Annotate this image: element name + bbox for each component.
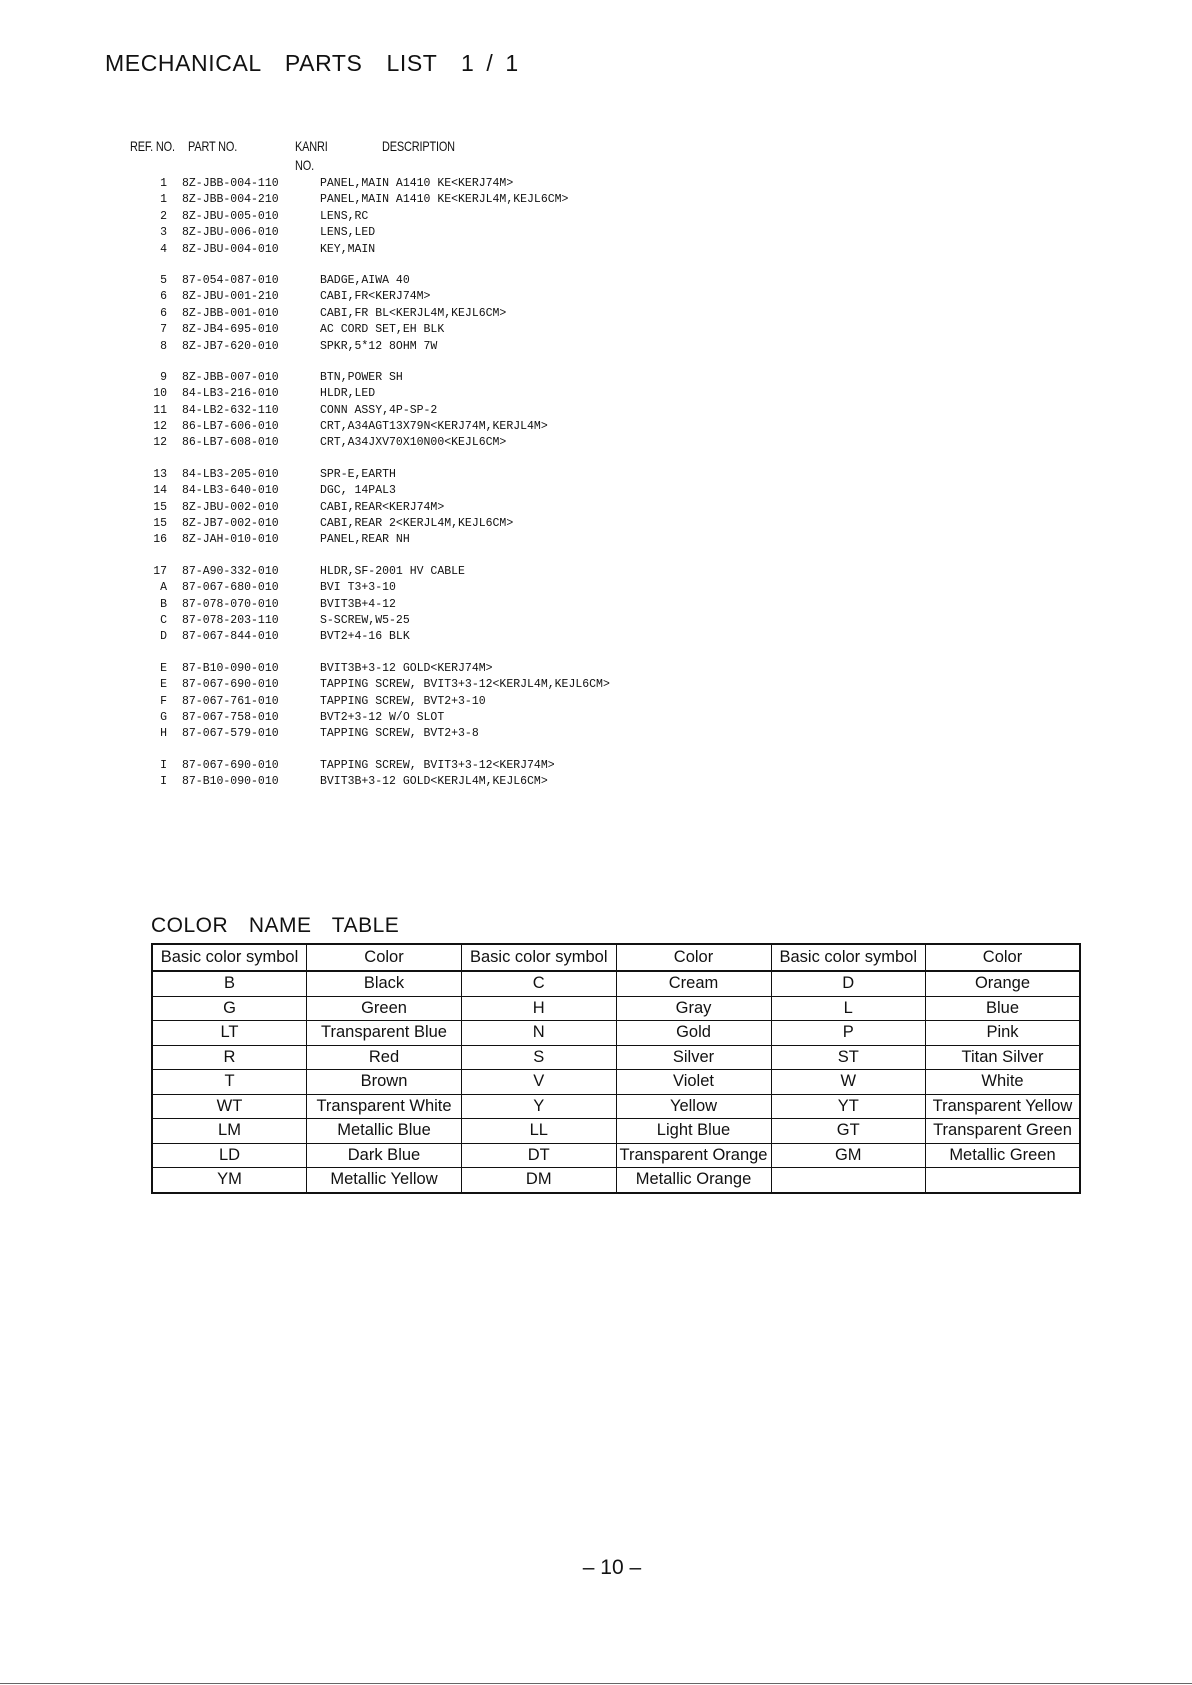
part-ref-no: 13 (153, 467, 167, 481)
part-ref-no: 9 (160, 370, 167, 384)
part-description: CONN ASSY,4P-SP-2 (320, 403, 438, 417)
color-symbol-cell: W (771, 1070, 926, 1095)
part-ref-no: F (160, 694, 167, 708)
color-symbol-cell: LM (152, 1119, 307, 1144)
color-name-cell: Violet (616, 1070, 771, 1095)
color-table-header-row (152, 944, 1080, 971)
part-number: 87-B10-090-010 (182, 775, 279, 789)
color-name-cell: Metallic Yellow (307, 1168, 462, 1193)
part-number: 86-LB7-608-010 (182, 436, 279, 450)
color-table-body (152, 971, 1080, 1193)
part-ref-no: 11 (153, 403, 167, 417)
color-symbol-cell: DT (462, 1143, 617, 1168)
part-ref-no: 1 (160, 177, 167, 190)
color-symbol-cell (771, 1168, 926, 1193)
part-description: KEY,MAIN (320, 242, 376, 256)
color-symbol-cell: T (152, 1070, 307, 1095)
part-ref-no: 3 (160, 226, 167, 240)
part-number: 8Z-JB7-620-010 (182, 339, 279, 353)
part-number: 87-A90-332-010 (182, 564, 279, 578)
part-number: 8Z-JBB-007-010 (182, 370, 279, 384)
part-ref-no: 14 (153, 484, 167, 498)
part-number: 87-078-070-010 (182, 597, 279, 611)
color-symbol-cell: P (771, 1021, 926, 1046)
color-symbol-cell: B (152, 971, 307, 996)
color-symbol-cell: V (462, 1070, 617, 1095)
part-ref-no: 2 (160, 209, 167, 223)
color-name-cell: Gray (616, 996, 771, 1021)
part-description: CABI,REAR<KERJ74M> (320, 500, 445, 514)
part-description: TAPPING SCREW, BVIT3+3-12<KERJ74M> (320, 758, 555, 772)
part-ref-no: 4 (160, 242, 167, 256)
header-kanri: KANRI (295, 138, 328, 154)
part-ref-no: 8 (160, 339, 167, 353)
part-ref-no: E (160, 678, 167, 692)
header-basic-color-symbol: Basic color symbol (152, 944, 307, 971)
header-color: Color (307, 944, 462, 971)
color-symbol-cell: Y (462, 1094, 617, 1119)
part-number: 87-067-844-010 (182, 630, 279, 644)
color-symbol-cell: LD (152, 1143, 307, 1168)
part-description: CABI,REAR 2<KERJL4M,KEJL6CM> (320, 517, 514, 531)
table-row (152, 1045, 1080, 1070)
color-name-cell: Transparent Yellow (926, 1094, 1081, 1119)
color-symbol-cell: G (152, 996, 307, 1021)
part-description: CABI,FR BL<KERJL4M,KEJL6CM> (320, 306, 507, 320)
header-part-no: PART NO. (188, 138, 238, 154)
color-name-cell: Titan Silver (926, 1045, 1081, 1070)
color-name-cell: Transparent Green (926, 1119, 1081, 1144)
part-ref-no: 15 (153, 517, 167, 531)
color-symbol-cell: DM (462, 1168, 617, 1193)
part-number: 8Z-JBB-004-210 (182, 193, 279, 207)
table-row (152, 1094, 1080, 1119)
part-number: 87-067-758-010 (182, 710, 279, 724)
part-description: BADGE,AIWA 40 (320, 273, 410, 287)
color-name-cell: Metallic Green (926, 1143, 1081, 1168)
part-number: 87-067-690-010 (182, 758, 279, 772)
color-symbol-cell: GM (771, 1143, 926, 1168)
part-number: 87-067-761-010 (182, 694, 279, 708)
table-row (152, 996, 1080, 1021)
color-name-cell: Orange (926, 971, 1081, 996)
part-ref-no: B (160, 597, 167, 611)
color-symbol-cell: LL (462, 1119, 617, 1144)
part-number: 84-LB3-216-010 (182, 387, 279, 401)
part-description: BVIT3B+4-12 (320, 597, 396, 611)
color-symbol-cell: GT (771, 1119, 926, 1144)
table-row (152, 1143, 1080, 1168)
part-description: CABI,FR<KERJ74M> (320, 290, 431, 304)
part-number: 86-LB7-606-010 (182, 420, 279, 434)
page-number: – 10 – (582, 1556, 642, 1579)
part-description: HLDR,LED (320, 387, 376, 401)
part-number: 84-LB3-640-010 (182, 484, 279, 498)
part-number: 8Z-JBB-004-110 (182, 177, 279, 190)
part-number: 8Z-JBU-005-010 (182, 209, 279, 223)
part-description: TAPPING SCREW, BVIT3+3-12<KERJL4M,KEJL6CM> (320, 678, 610, 692)
part-description: DGC, 14PAL3 (320, 484, 396, 498)
part-ref-no: 10 (153, 387, 167, 401)
part-ref-no: 16 (153, 533, 167, 547)
color-name-cell: Metallic Orange (616, 1168, 771, 1193)
part-ref-no: E (160, 661, 167, 675)
color-name-cell (926, 1168, 1081, 1193)
part-number: 8Z-JBU-006-010 (182, 226, 279, 240)
color-name-cell: Black (307, 971, 462, 996)
part-number: 87-067-680-010 (182, 581, 279, 595)
part-description: TAPPING SCREW, BVT2+3-8 (320, 727, 479, 741)
table-row (152, 1119, 1080, 1144)
part-number: 8Z-JB4-695-010 (182, 323, 279, 337)
color-symbol-cell: C (462, 971, 617, 996)
header-color: Color (926, 944, 1081, 971)
color-symbol-cell: R (152, 1045, 307, 1070)
header-color: Color (616, 944, 771, 971)
part-description: HLDR,SF-2001 HV CABLE (320, 564, 465, 578)
part-description: BVIT3B+3-12 GOLD<KERJL4M,KEJL6CM> (320, 775, 548, 789)
color-symbol-cell: S (462, 1045, 617, 1070)
part-number: 87-078-203-110 (182, 613, 279, 627)
color-symbol-cell: WT (152, 1094, 307, 1119)
color-name-cell: Yellow (616, 1094, 771, 1119)
part-description: TAPPING SCREW, BVT2+3-10 (320, 694, 486, 708)
color-name-table (151, 943, 1081, 1194)
color-symbol-cell: H (462, 996, 617, 1021)
part-number: 87-B10-090-010 (182, 661, 279, 675)
part-description: LENS,RC (320, 209, 369, 223)
color-symbol-cell: LT (152, 1021, 307, 1046)
table-row (152, 1070, 1080, 1095)
table-row (152, 1168, 1080, 1193)
part-description: LENS,LED (320, 226, 376, 240)
part-ref-no: 12 (153, 420, 167, 434)
part-ref-no: 12 (153, 436, 167, 450)
header-basic-color-symbol: Basic color symbol (771, 944, 926, 971)
part-number: 8Z-JBU-002-010 (182, 500, 279, 514)
part-number: 84-LB3-205-010 (182, 467, 279, 481)
part-description: BVT2+3-12 W/O SLOT (320, 710, 445, 724)
part-ref-no: I (160, 758, 167, 772)
color-table-title: COLOR NAME TABLE (151, 914, 400, 937)
header-kanri-no: NO. (295, 157, 314, 173)
bottom-divider (0, 1683, 1192, 1684)
part-ref-no: 7 (160, 323, 167, 337)
part-description: SPR-E,EARTH (320, 467, 396, 481)
part-description: PANEL,MAIN A1410 KE<KERJ74M> (320, 177, 514, 190)
part-ref-no: I (160, 775, 167, 789)
color-name-cell: Blue (926, 996, 1081, 1021)
color-name-cell: Brown (307, 1070, 462, 1095)
color-symbol-cell: N (462, 1021, 617, 1046)
part-ref-no: D (160, 630, 167, 644)
part-description: S-SCREW,W5-25 (320, 613, 410, 627)
part-description: PANEL,REAR NH (320, 533, 410, 547)
part-description: PANEL,MAIN A1410 KE<KERJL4M,KEJL6CM> (320, 193, 569, 207)
color-symbol-cell: L (771, 996, 926, 1021)
color-name-cell: Light Blue (616, 1119, 771, 1144)
part-number: 8Z-JBU-001-210 (182, 290, 279, 304)
part-description: BVIT3B+3-12 GOLD<KERJ74M> (320, 661, 493, 675)
part-number: 84-LB2-632-110 (182, 403, 279, 417)
part-number: 8Z-JBU-004-010 (182, 242, 279, 256)
part-description: CRT,A34JXV70X10N00<KEJL6CM> (320, 436, 507, 450)
color-name-cell: Pink (926, 1021, 1081, 1046)
part-description: BTN,POWER SH (320, 370, 403, 384)
table-row (152, 971, 1080, 996)
part-ref-no: A (160, 581, 167, 595)
part-ref-no: 1 (160, 193, 167, 207)
color-name-cell: Green (307, 996, 462, 1021)
page-title: MECHANICAL PARTS LIST 1 / 1 (105, 50, 519, 76)
part-ref-no: G (160, 710, 167, 724)
header-basic-color-symbol: Basic color symbol (462, 944, 617, 971)
part-ref-no: C (160, 613, 167, 627)
part-ref-no: 15 (153, 500, 167, 514)
part-description: SPKR,5*12 8OHM 7W (320, 339, 438, 353)
color-name-cell: White (926, 1070, 1081, 1095)
color-name-cell: Cream (616, 971, 771, 996)
color-name-cell: Transparent Blue (307, 1021, 462, 1046)
part-ref-no: 5 (160, 273, 167, 287)
header-description: DESCRIPTION (382, 138, 455, 154)
part-number: 8Z-JB7-002-010 (182, 517, 279, 531)
color-symbol-cell: D (771, 971, 926, 996)
part-number: 87-067-690-010 (182, 678, 279, 692)
part-number: 8Z-JBB-001-010 (182, 306, 279, 320)
color-symbol-cell: YT (771, 1094, 926, 1119)
part-ref-no: H (160, 727, 167, 741)
part-ref-no: 17 (153, 564, 167, 578)
part-description: CRT,A34AGT13X79N<KERJ74M,KERJL4M> (320, 420, 548, 434)
color-symbol-cell: ST (771, 1045, 926, 1070)
color-name-cell: Metallic Blue (307, 1119, 462, 1144)
part-description: BVI T3+3-10 (320, 581, 396, 595)
part-ref-no: 6 (160, 306, 167, 320)
color-name-cell: Gold (616, 1021, 771, 1046)
color-name-cell: Transparent Orange (616, 1143, 771, 1168)
table-row (152, 1021, 1080, 1046)
header-ref-no: REF. NO. (130, 138, 175, 154)
part-number: 87-054-087-010 (182, 273, 279, 287)
part-number: 87-067-579-010 (182, 727, 279, 741)
color-name-cell: Transparent White (307, 1094, 462, 1119)
part-number: 8Z-JAH-010-010 (182, 533, 279, 547)
color-name-cell: Red (307, 1045, 462, 1070)
part-description: AC CORD SET,EH BLK (320, 323, 445, 337)
part-description: BVT2+4-16 BLK (320, 630, 410, 644)
color-symbol-cell: YM (152, 1168, 307, 1193)
color-name-cell: Silver (616, 1045, 771, 1070)
color-name-cell: Dark Blue (307, 1143, 462, 1168)
part-ref-no: 6 (160, 290, 167, 304)
